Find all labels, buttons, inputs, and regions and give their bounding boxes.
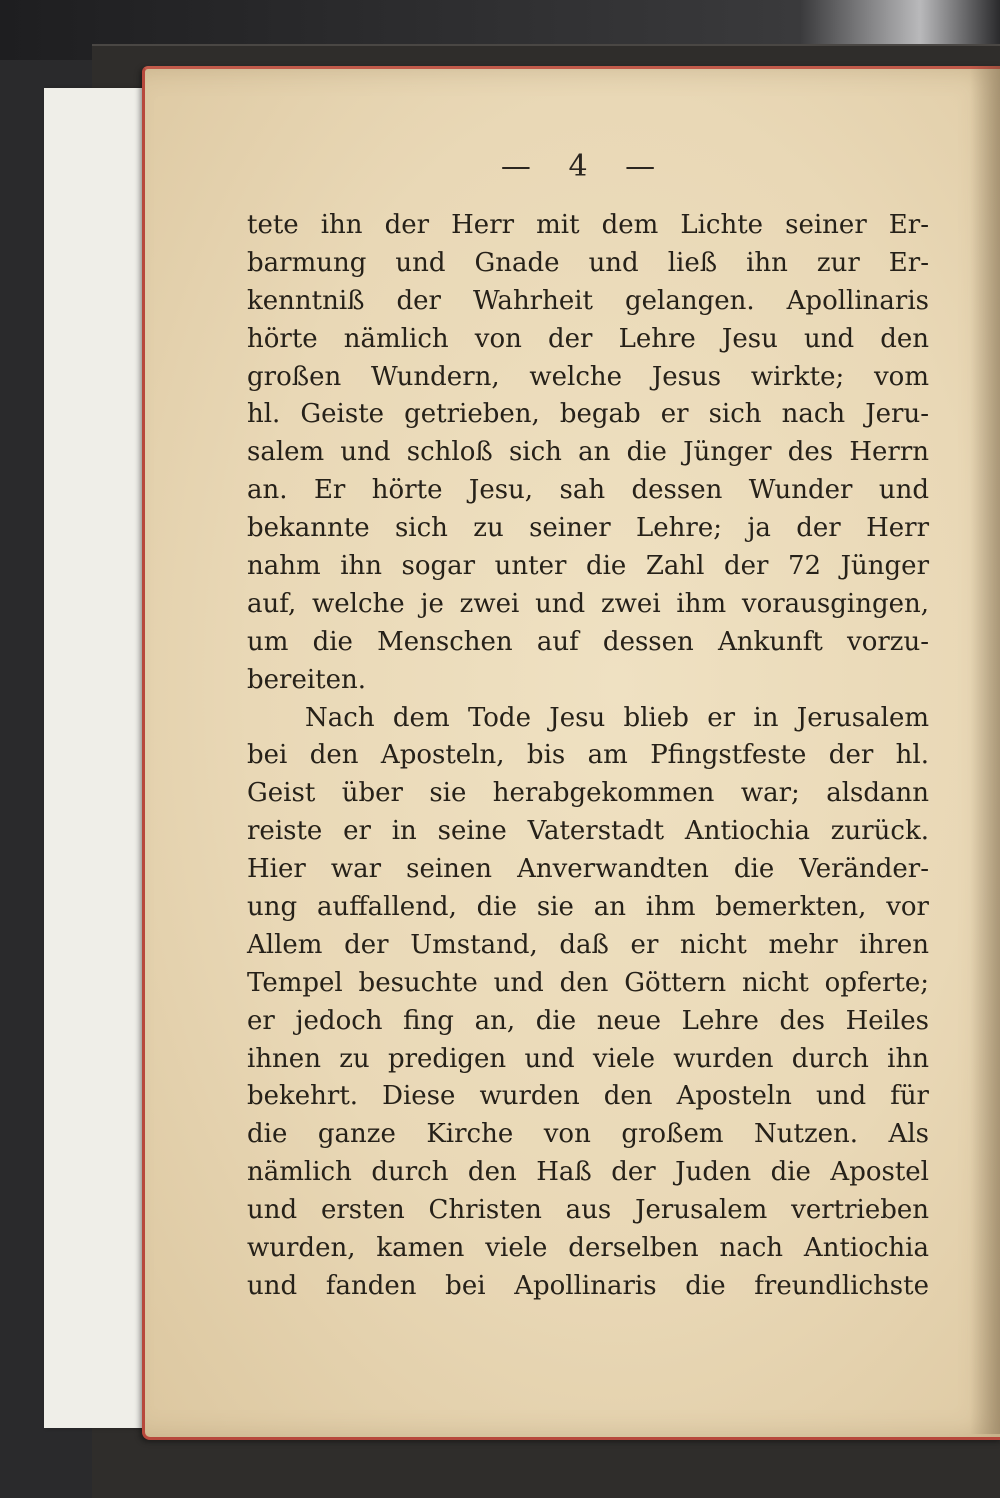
text-line: bereiten. bbox=[247, 664, 367, 695]
text-line: reiste er in seine Vaterstadt Antiochia zurück. bbox=[247, 816, 929, 847]
text-line: wurden, kamen viele derselben nach Antiochia bbox=[247, 1233, 929, 1264]
text-line: Geist über sie herabgekommen war; alsdann bbox=[247, 778, 929, 809]
text-line: hl. Geiste getrieben, begab er sich nach Jeru- bbox=[247, 399, 929, 430]
text-line: ung auffallend, die sie an ihm bemerkten, vor bbox=[247, 892, 929, 923]
text-line: bekehrt. Diese wurden den Aposteln und für bbox=[247, 1081, 929, 1112]
text-line: Allem der Umstand, daß er nicht mehr ihren bbox=[247, 929, 929, 960]
text-line: auf, welche je zwei und zwei ihm vorausgingen, bbox=[247, 588, 929, 619]
page-number-header: — 4 — bbox=[500, 149, 670, 184]
text-line: er jedoch fing an, die neue Lehre des Heiles bbox=[247, 1005, 929, 1036]
text-line: ihnen zu predigen und viele wurden durch ihn bbox=[247, 1043, 929, 1074]
page-gutter-shadow bbox=[970, 66, 1000, 1434]
text-line: salem und schloß sich an die Jünger des Herrn bbox=[247, 437, 929, 468]
text-line: Hier war seinen Anverwandten die Veränder- bbox=[247, 854, 929, 885]
text-line: und fanden bei Apollinaris die freundlichste bbox=[247, 1270, 929, 1301]
text-line: nahm ihn sogar unter die Zahl der 72 Jünger bbox=[247, 551, 929, 582]
book-page bbox=[142, 66, 1000, 1440]
text-line: um die Menschen auf dessen Ankunft vorzu- bbox=[247, 626, 929, 657]
text-line: kenntniß der Wahrheit gelangen. Apollinaris bbox=[247, 285, 929, 316]
page-body-text bbox=[247, 207, 929, 1306]
text-line: barmung und Gnade und ließ ihn zur Er- bbox=[247, 247, 929, 278]
text-line: die ganze Kirche von großem Nutzen. Als bbox=[247, 1119, 929, 1150]
text-line: tete ihn der Herr mit dem Lichte seiner Er- bbox=[247, 210, 929, 240]
text-line: und ersten Christen aus Jerusalem vertrieben bbox=[247, 1195, 929, 1226]
text-line: Tempel besuchte und den Göttern nicht opferte; bbox=[247, 967, 929, 998]
text-line: Nach dem Tode Jesu blieb er in Jerusalem bbox=[305, 702, 929, 733]
text-line: hörte nämlich von der Lehre Jesu und den bbox=[247, 323, 929, 354]
text-line: an. Er hörte Jesu, sah dessen Wunder und bbox=[247, 475, 929, 506]
text-line: nämlich durch den Haß der Juden die Apostel bbox=[247, 1157, 929, 1188]
text-line: großen Wundern, welche Jesus wirkte; vom bbox=[247, 361, 929, 392]
text-line: bei den Aposteln, bis am Pfingstfeste der hl. bbox=[247, 740, 929, 771]
text-line: bekannte sich zu seiner Lehre; ja der Herr bbox=[247, 513, 929, 544]
